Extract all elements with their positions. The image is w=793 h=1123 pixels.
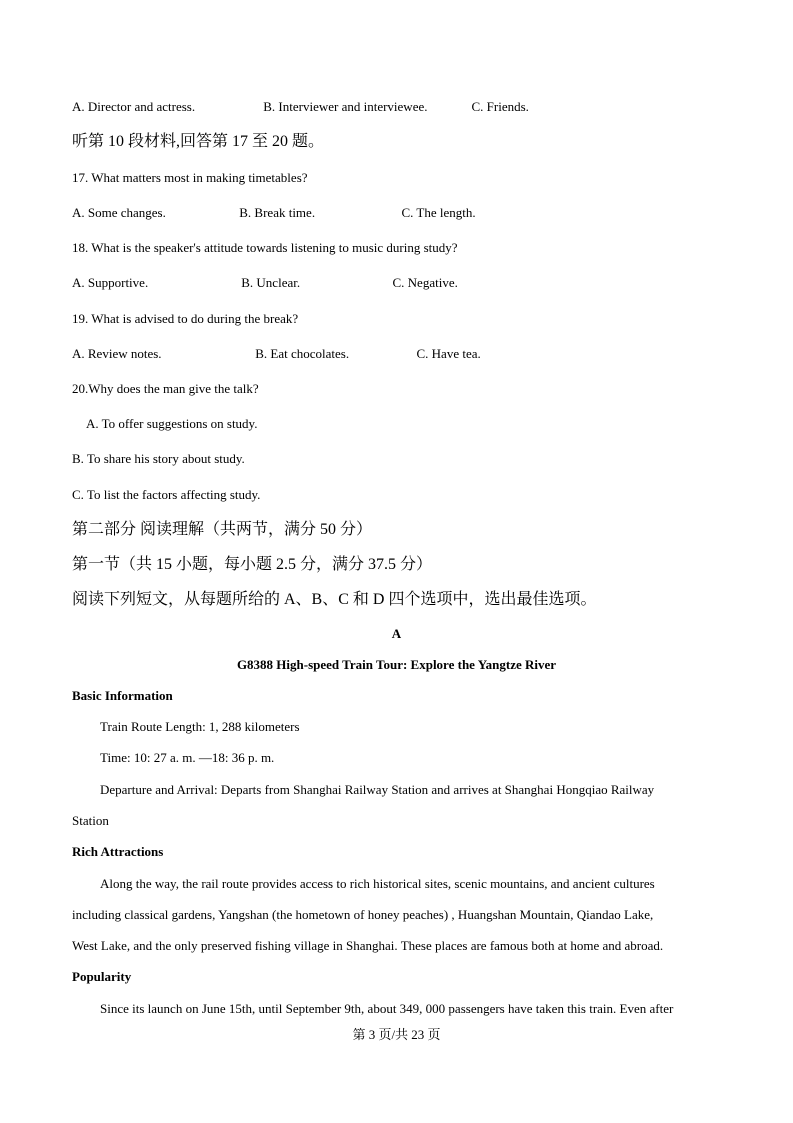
q17-stem: 17. What matters most in making timetables?	[72, 170, 308, 185]
section-10-heading: 听第 10 段材料,回答第 17 至 20 题。	[72, 133, 325, 150]
q18-option-b: B. Unclear.	[241, 275, 301, 290]
departure-arrival: Departure and Arrival: Departs from Shanghai Railway Station and arrives at Shanghai Hongqiao Railway	[100, 782, 655, 797]
q16-option-b: B. Interviewer and interviewee.	[263, 99, 428, 114]
route-length: Train Route Length: 1, 288 kilometers	[100, 719, 300, 734]
attractions-text-2: including classical gardens, Yangshan (the hometown of honey peaches) , Huangshan Mountain, Qiandao Lake,	[72, 907, 654, 922]
q17-options	[72, 205, 476, 221]
attractions-heading: Rich Attractions	[72, 844, 164, 859]
q20-option-a: A. To offer suggestions on study.	[86, 416, 258, 431]
popularity-text-1: Since its launch on June 15th, until September 9th, about 349, 000 passengers have taken this train. Even after	[100, 1001, 674, 1016]
section1-title: 第一节（共 15 小题，每小题 2.5 分，满分 37.5 分）	[72, 556, 433, 573]
basic-info-heading: Basic Information	[72, 688, 173, 703]
q19-option-b: B. Eat chocolates.	[255, 346, 350, 361]
reading-instruction: 阅读下列短文，从每题所给的 A、B、C 和 D 四个选项中，选出最佳选项。	[72, 591, 597, 608]
q18-option-c: C. Negative.	[392, 275, 458, 290]
q16-option-a: A. Director and actress.	[72, 99, 196, 114]
passage-letter: A	[391, 626, 402, 641]
q20-stem: 20.Why does the man give the talk?	[72, 381, 259, 396]
attractions-text-3: West Lake, and the only preserved fishing village in Shanghai. These places are famous both at home and abroad.	[72, 938, 664, 953]
q20-option-c: C. To list the factors affecting study.	[72, 487, 261, 502]
q18-option-a: A. Supportive.	[72, 275, 149, 290]
q19-stem: 19. What is advised to do during the break?	[72, 311, 299, 326]
part2-title: 第二部分 阅读理解（共两节，满分 50 分）	[72, 521, 373, 538]
attractions-text-1: Along the way, the rail route provides access to rich historical sites, scenic mountains, and ancient cultures	[100, 876, 655, 891]
q17-option-c: C. The length.	[401, 205, 476, 220]
q19-option-a: A. Review notes.	[72, 346, 162, 361]
q19-option-c: C. Have tea.	[416, 346, 481, 361]
train-time: Time: 10: 27 a. m. —18: 36 p. m.	[100, 750, 275, 765]
departure-arrival-cont: Station	[72, 813, 109, 828]
passage-title: G8388 High-speed Train Tour: Explore the Yangtze River	[236, 657, 557, 672]
q17-option-a: A. Some changes.	[72, 205, 166, 220]
q17-option-b: B. Break time.	[239, 205, 316, 220]
page-number: 第 3 页/共 23 页	[352, 1027, 441, 1042]
popularity-heading: Popularity	[72, 969, 132, 984]
q19-options	[72, 346, 481, 362]
q20-option-b: B. To share his story about study.	[72, 451, 245, 466]
q16-options	[72, 99, 529, 115]
q18-options	[72, 275, 458, 291]
q16-option-c: C. Friends.	[471, 99, 529, 114]
q18-stem: 18. What is the speaker's attitude towards listening to music during study?	[72, 240, 458, 255]
